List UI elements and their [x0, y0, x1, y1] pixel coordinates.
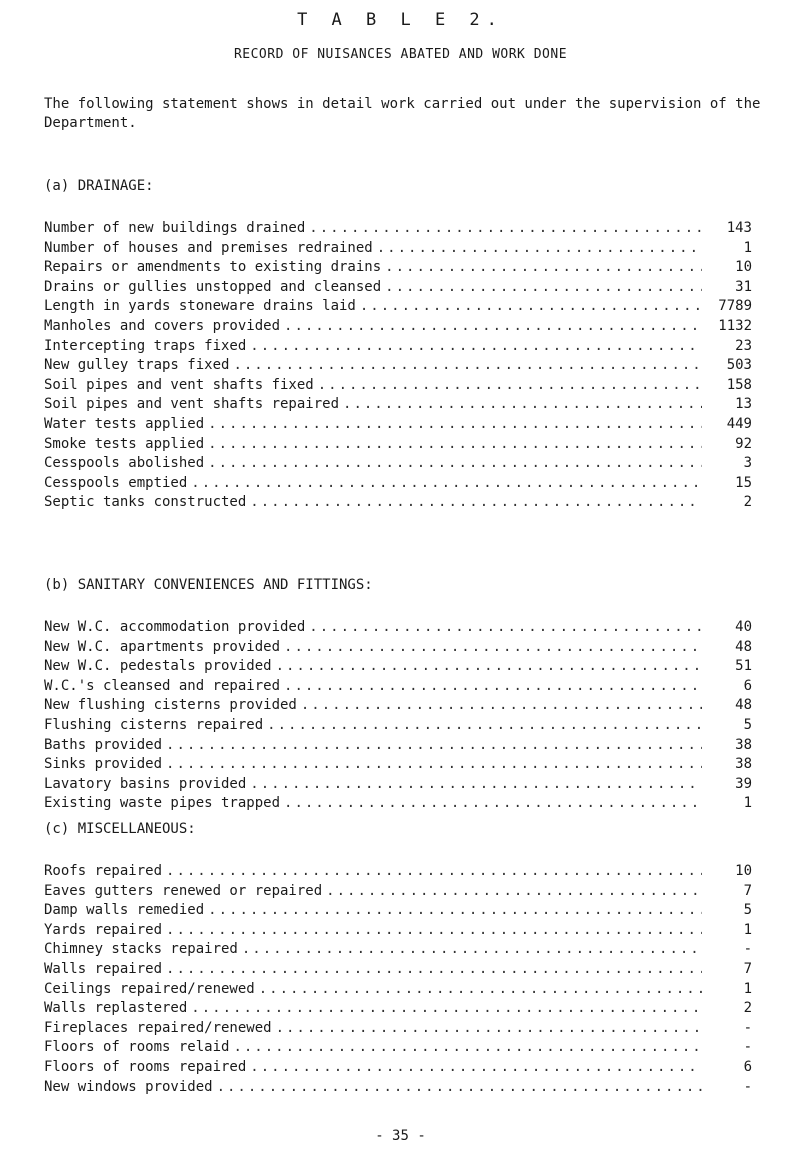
- table-row: [44, 396, 752, 415]
- table-row: [44, 1039, 752, 1058]
- row-label: New gulley traps fixed: [44, 357, 230, 374]
- table-row: [44, 298, 752, 317]
- row-label: Repairs or amendments to existing drains: [44, 259, 382, 276]
- row-value: 31: [735, 278, 752, 295]
- dot-leader: [242, 941, 702, 957]
- row-label: Number of new buildings drained: [44, 220, 306, 236]
- row-value: 15: [735, 474, 752, 491]
- row-label: Baths provided: [44, 736, 163, 753]
- dot-leader: [284, 318, 702, 334]
- row-label: Septic tanks constructed: [44, 494, 247, 511]
- table-row: [44, 697, 752, 716]
- dot-leader: [284, 678, 702, 694]
- row-value: 449: [726, 416, 752, 432]
- row-value: 503: [726, 357, 752, 374]
- row-label: Eaves gutters renewed or repaired: [44, 882, 323, 899]
- dot-leader: [284, 795, 702, 811]
- row-label: Existing waste pipes trapped: [44, 795, 281, 812]
- row-label: Number of houses and premises redrained: [44, 239, 373, 256]
- row-value: 3: [743, 455, 752, 472]
- dot-leader: [309, 619, 702, 635]
- row-value: 1: [743, 239, 752, 256]
- row-value: 48: [735, 697, 752, 714]
- table-row: [44, 494, 752, 513]
- row-value: 1: [743, 980, 752, 997]
- dot-leader: [233, 1039, 702, 1055]
- table-row: [44, 475, 752, 494]
- row-label: Floors of rooms repaired: [44, 1059, 247, 1075]
- table-row: [44, 377, 752, 396]
- row-label: Chimney stacks repaired: [44, 941, 238, 958]
- row-value: 2: [743, 1000, 752, 1017]
- row-value: 38: [735, 736, 752, 753]
- table-row: [44, 961, 752, 980]
- row-label: Drains or gullies unstopped and cleansed: [44, 278, 382, 295]
- table-row: [44, 455, 752, 474]
- row-value: 38: [735, 756, 752, 773]
- row-label: Manholes and covers provided: [44, 318, 281, 334]
- row-value: 1: [743, 921, 752, 938]
- table-row: [44, 902, 752, 921]
- row-label: Soil pipes and vent shafts fixed: [44, 376, 314, 393]
- page-heading: RECORD OF NUISANCES ABATED AND WORK DONE: [233, 47, 568, 62]
- table-row: [44, 863, 752, 882]
- dot-leader: [385, 259, 702, 275]
- row-label: Sinks provided: [44, 756, 163, 773]
- dot-leader: [233, 357, 702, 373]
- dot-leader: [250, 494, 702, 510]
- row-value: 2: [743, 494, 752, 511]
- row-value: 1: [743, 795, 752, 812]
- dot-leader: [284, 639, 702, 655]
- row-label: Walls repaired: [44, 961, 163, 977]
- row-label: Floors of rooms relaid: [44, 1039, 230, 1056]
- dot-leader: [208, 902, 702, 918]
- dot-leader: [166, 756, 702, 772]
- dot-leader: [276, 658, 702, 674]
- row-value: 13: [735, 396, 752, 413]
- row-label: New flushing cisterns provided: [44, 697, 297, 714]
- row-label: Fireplaces repaired/renewed: [44, 1019, 272, 1036]
- dot-leader: [318, 377, 702, 393]
- row-label: Damp walls remedied: [44, 902, 205, 919]
- dot-leader: [326, 883, 702, 899]
- table-row: [44, 941, 752, 960]
- row-value: 92: [735, 435, 752, 452]
- section-title: (b) SANITARY CONVENIENCES AND FITTINGS:: [44, 577, 373, 593]
- row-label: Length in yards stoneware drains laid: [44, 298, 356, 315]
- dot-leader: [166, 737, 702, 753]
- row-value: -: [743, 1078, 752, 1095]
- row-label: Soil pipes and vent shafts repaired: [44, 396, 340, 413]
- row-label: Flushing cisterns repaired: [44, 717, 264, 733]
- row-label: Smoke tests applied: [44, 435, 205, 452]
- row-value: -: [743, 1039, 752, 1056]
- row-label: Walls replastered: [44, 1000, 188, 1017]
- dot-leader: [309, 220, 702, 236]
- row-value: 7: [743, 961, 752, 977]
- row-label: Roofs repaired: [44, 863, 163, 879]
- dot-leader: [343, 396, 702, 412]
- row-label: W.C.'s cleansed and repaired: [44, 677, 281, 694]
- table-row: [44, 795, 752, 814]
- dot-leader: [191, 475, 702, 491]
- page-number: - 35 -: [375, 1128, 426, 1144]
- row-value: -: [743, 1019, 752, 1036]
- table-row: [44, 357, 752, 376]
- row-label: New W.C. apartments provided: [44, 638, 281, 655]
- row-value: 6: [743, 1059, 752, 1075]
- row-label: Water tests applied: [44, 416, 205, 432]
- dot-leader: [385, 279, 702, 295]
- dot-leader: [377, 240, 702, 256]
- row-label: Lavatory basins provided: [44, 775, 247, 792]
- dot-leader: [208, 455, 702, 471]
- dot-leader: [276, 1020, 702, 1036]
- table-row: [44, 220, 752, 239]
- row-value: 5: [743, 902, 752, 919]
- row-label: New windows provided: [44, 1078, 213, 1095]
- dot-leader: [191, 1000, 702, 1016]
- table-row: [44, 279, 752, 298]
- row-label: Intercepting traps fixed: [44, 337, 247, 354]
- row-value: 6: [743, 677, 752, 694]
- dot-leader: [166, 922, 702, 938]
- row-value: 39: [735, 775, 752, 792]
- row-value: 48: [735, 638, 752, 655]
- table-label: T A B L E 2.: [297, 10, 504, 30]
- row-label: New W.C. accommodation provided: [44, 619, 306, 635]
- dot-leader: [166, 863, 702, 879]
- table-row: [44, 776, 752, 795]
- table-row: [44, 678, 752, 697]
- dot-leader: [267, 717, 702, 733]
- dot-leader: [166, 961, 702, 977]
- row-value: 7: [743, 882, 752, 899]
- section-title: (c) MISCELLANEOUS:: [44, 821, 196, 837]
- row-value: 7789: [718, 298, 752, 315]
- row-label: Ceilings repaired/renewed: [44, 980, 255, 997]
- row-value: 1132: [718, 318, 752, 334]
- table-row: [44, 1059, 752, 1078]
- table-row: [44, 318, 752, 337]
- table-row: [44, 717, 752, 736]
- table-row: [44, 658, 752, 677]
- table-row: [44, 756, 752, 775]
- row-label: Yards repaired: [44, 921, 163, 938]
- dot-leader: [259, 981, 702, 997]
- dot-leader: [250, 776, 702, 792]
- row-label: Cesspools abolished: [44, 455, 205, 472]
- row-label: New W.C. pedestals provided: [44, 658, 272, 675]
- table-row: [44, 1020, 752, 1039]
- table-row: [44, 1000, 752, 1019]
- dot-leader: [208, 436, 702, 452]
- table-row: [44, 436, 752, 455]
- row-value: -: [743, 941, 752, 958]
- table-row: [44, 737, 752, 756]
- table-row: [44, 1079, 752, 1098]
- table-row: [44, 639, 752, 658]
- row-value: 5: [743, 717, 752, 733]
- dot-leader: [360, 298, 702, 314]
- table-row: [44, 338, 752, 357]
- row-value: 158: [726, 376, 752, 393]
- row-value: 23: [735, 337, 752, 354]
- table-row: [44, 259, 752, 278]
- table-row: [44, 883, 752, 902]
- row-value: 51: [735, 658, 752, 675]
- dot-leader: [250, 1059, 702, 1075]
- dot-leader: [217, 1079, 702, 1095]
- row-value: 143: [726, 220, 752, 236]
- row-value: 40: [735, 619, 752, 635]
- row-value: 10: [735, 863, 752, 879]
- section-title: (a) DRAINAGE:: [44, 178, 154, 194]
- table-row: [44, 416, 752, 435]
- dot-leader: [250, 338, 702, 354]
- row-value: 10: [735, 259, 752, 276]
- row-label: Cesspools emptied: [44, 474, 188, 491]
- table-row: [44, 240, 752, 259]
- dot-leader: [208, 416, 702, 432]
- dot-leader: [301, 697, 702, 713]
- table-row: [44, 619, 752, 638]
- intro-paragraph: The following statement shows in detail work carried out under the supervision of the Department.: [44, 96, 761, 131]
- table-row: [44, 922, 752, 941]
- table-row: [44, 981, 752, 1000]
